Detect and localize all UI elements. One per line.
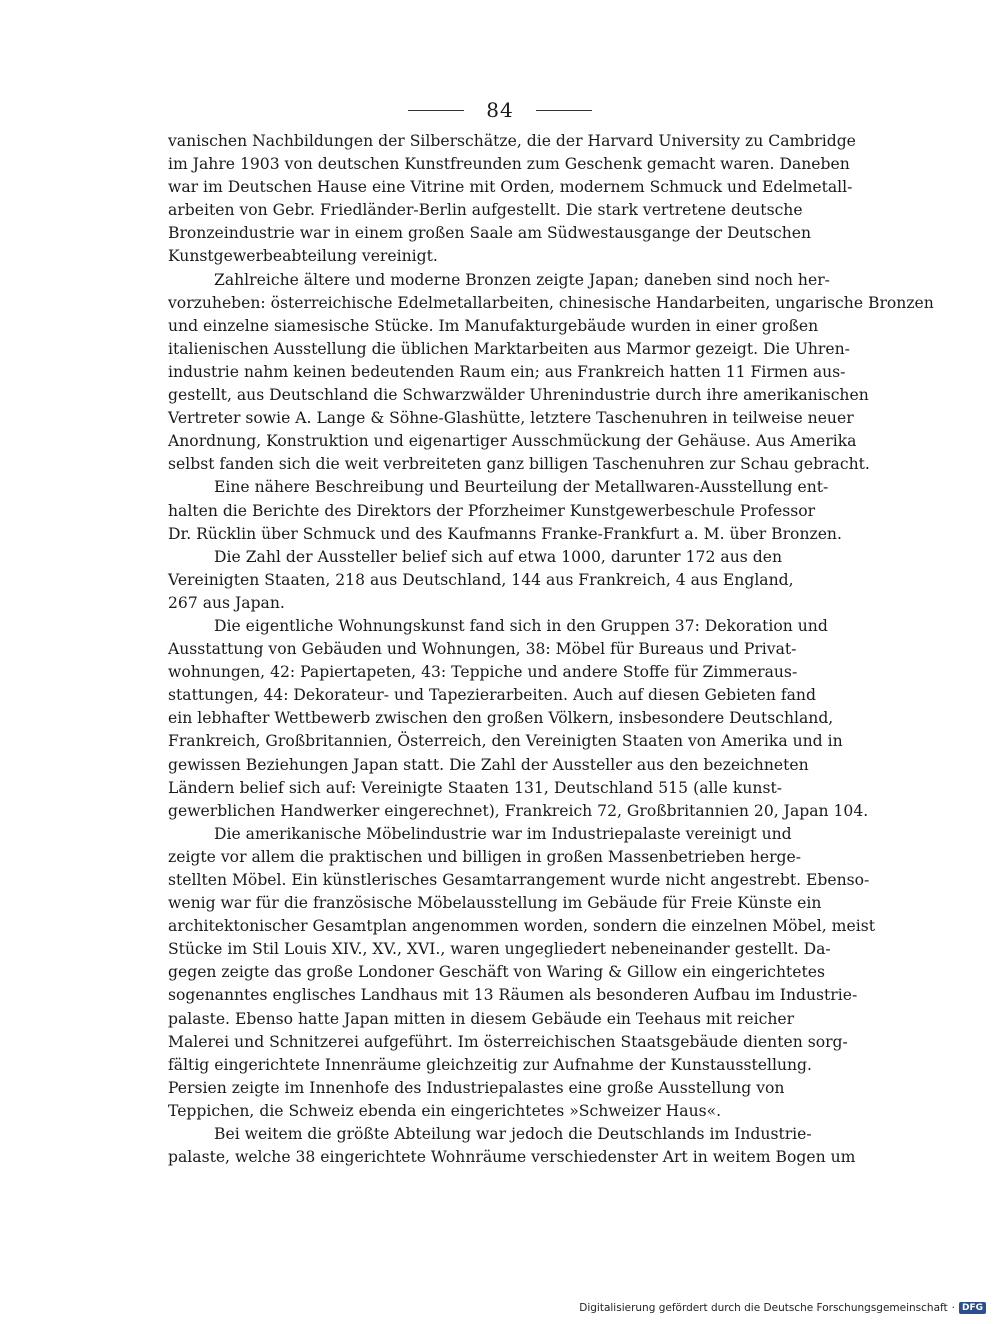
text-line: Frankreich, Großbritannien, Österreich, den Vereinigten Staaten von Amerika und in (168, 732, 843, 751)
text-line: halten die Berichte des Direktors der Pforzheimer Kunstgewerbeschule Professor (168, 501, 816, 520)
text-line: Vertreter sowie A. Lange & Söhne-Glashütte, letztere Taschenuhren in teilweise neuer (168, 409, 854, 428)
text-line: Stücke im Stil Louis XIV., XV., XVI., waren ungegliedert nebeneinander gestellt. Da- (168, 940, 831, 959)
text-line: wohnungen, 42: Papiertapeten, 43: Teppiche und andere Stoffe für Zimmeraus- (168, 663, 798, 682)
page-number: 84 (486, 98, 514, 122)
text-line: Teppichen, die Schweiz ebenda ein eingerichtetes »Schweizer Haus«. (168, 1101, 722, 1120)
text-line: zeigte vor allem die praktischen und billigen in großen Massenbetrieben herge- (168, 847, 802, 866)
text-line: gegen zeigte das große Londoner Geschäft von Waring & Gillow ein eingerichtetes (168, 963, 825, 982)
text-line: Die eigentliche Wohnungskunst fand sich in den Gruppen 37: Dekoration und (214, 616, 828, 635)
text-line: Bei weitem die größte Abteilung war jedoch die Deutschlands im Industrie- (214, 1125, 812, 1144)
header-rule-right (536, 110, 592, 111)
text-line: palaste, welche 38 eingerichtete Wohnräume verschiedenster Art in weitem Bogen um (168, 1148, 856, 1167)
text-line: selbst fanden sich die weit verbreiteten ganz billigen Taschenuhren zur Schau gebracht. (168, 455, 870, 474)
text-line: gestellt, aus Deutschland die Schwarzwälder Uhrenindustrie durch ihre amerikanischen (168, 386, 869, 405)
text-line: Kunstgewerbeabteilung vereinigt. (168, 247, 438, 266)
text-line: gewerblichen Handwerker eingerechnet), Frankreich 72, Großbritannien 20, Japan 104. (168, 801, 869, 820)
text-line: ein lebhafter Wettbewerb zwischen den großen Völkern, insbesondere Deutschland, (168, 709, 834, 728)
page-header (0, 98, 1000, 122)
text-line: Die amerikanische Möbelindustrie war im Industriepalaste vereinigt und (214, 824, 792, 843)
text-line: fältig eingerichtete Innenräume gleichzeitig zur Aufnahme der Kunstausstellung. (168, 1055, 812, 1074)
text-line: Malerei und Schnitzerei aufgeführt. Im österreichischen Staatsgebäude dienten sorg- (168, 1032, 848, 1051)
text-line: im Jahre 1903 von deutschen Kunstfreunden zum Geschenk gemacht waren. Daneben (168, 155, 850, 174)
header-rule-left (408, 110, 464, 111)
dfg-logo-icon: DFG (959, 1302, 986, 1314)
text-line: stattungen, 44: Dekorateur- und Tapezierarbeiten. Auch auf diesen Gebieten fand (168, 686, 816, 705)
text-line: arbeiten von Gebr. Friedländer-Berlin aufgestellt. Die stark vertretene deutsche (168, 201, 803, 220)
text-line: stellten Möbel. Ein künstlerisches Gesamtarrangement wurde nicht angestrebt. Ebenso- (168, 871, 870, 889)
text-line: palaste. Ebenso hatte Japan mitten in diesem Gebäude ein Teehaus mit reicher (168, 1009, 795, 1028)
footer (579, 1302, 986, 1314)
text-line: vanischen Nachbildungen der Silberschätze, die der Harvard University zu Cambridge (168, 132, 856, 150)
text-line: sogenanntes englisches Landhaus mit 13 Räumen als besonderen Aufbau im Industrie- (168, 986, 858, 1005)
text-line: industrie nahm keinen bedeutenden Raum ein; aus Frankreich hatten 11 Firmen aus- (168, 362, 846, 381)
text-line: 267 aus Japan. (168, 593, 285, 612)
text-line: Persien zeigte im Innenhofe des Industriepalastes eine große Ausstellung von (168, 1078, 785, 1097)
text-line: italienischen Ausstellung die üblichen Marktarbeiten aus Marmor gezeigt. Die Uhren- (168, 339, 850, 358)
text-line: Ländern belief sich auf: Vereinigte Staaten 131, Deutschland 515 (alle kunst- (168, 778, 782, 797)
text-line: Eine nähere Beschreibung und Beurteilung der Metallwaren-Ausstellung ent- (214, 478, 829, 497)
text-line: Die Zahl der Aussteller belief sich auf etwa 1000, darunter 172 aus den (214, 547, 782, 566)
footer-credit: Digitalisierung gefördert durch die Deutsche Forschungsgemeinschaft (579, 1302, 948, 1314)
text-line: Vereinigten Staaten, 218 aus Deutschland, 144 aus Frankreich, 4 aus England, (168, 570, 794, 589)
text-line: wenig war für die französische Möbelausstellung im Gebäude für Freie Künste ein (168, 894, 822, 913)
text-line: Zahlreiche ältere und moderne Bronzen zeigte Japan; daneben sind noch her- (214, 270, 830, 289)
text-line: Ausstattung von Gebäuden und Wohnungen, 38: Möbel für Bureaus und Privat- (168, 640, 797, 659)
text-line: vorzuheben: österreichische Edelmetallarbeiten, chinesische Handarbeiten, ungarische Bronzen (168, 293, 934, 312)
text-line: architektonischer Gesamtplan angenommen worden, sondern die einzelnen Möbel, meist (168, 917, 875, 936)
text-line: Anordnung, Konstruktion und eigenartiger Ausschmückung der Gehäuse. Aus Amerika (168, 432, 857, 451)
text-line: gewissen Beziehungen Japan statt. Die Zahl der Aussteller aus den bezeichneten (168, 755, 809, 774)
text-line: Bronzeindustrie war in einem großen Saale am Südwestausgange der Deutschen (168, 224, 812, 243)
footer-separator: · (951, 1302, 955, 1314)
text-line: Dr. Rücklin über Schmuck und des Kaufmanns Franke-Frankfurt a. M. über Bronzen. (168, 524, 842, 543)
text-line: und einzelne siamesische Stücke. Im Manufakturgebäude wurden in einer großen (168, 316, 819, 335)
body-text (168, 130, 934, 1169)
text-line: war im Deutschen Hause eine Vitrine mit Orden, modernem Schmuck und Edelmetall- (168, 178, 853, 197)
